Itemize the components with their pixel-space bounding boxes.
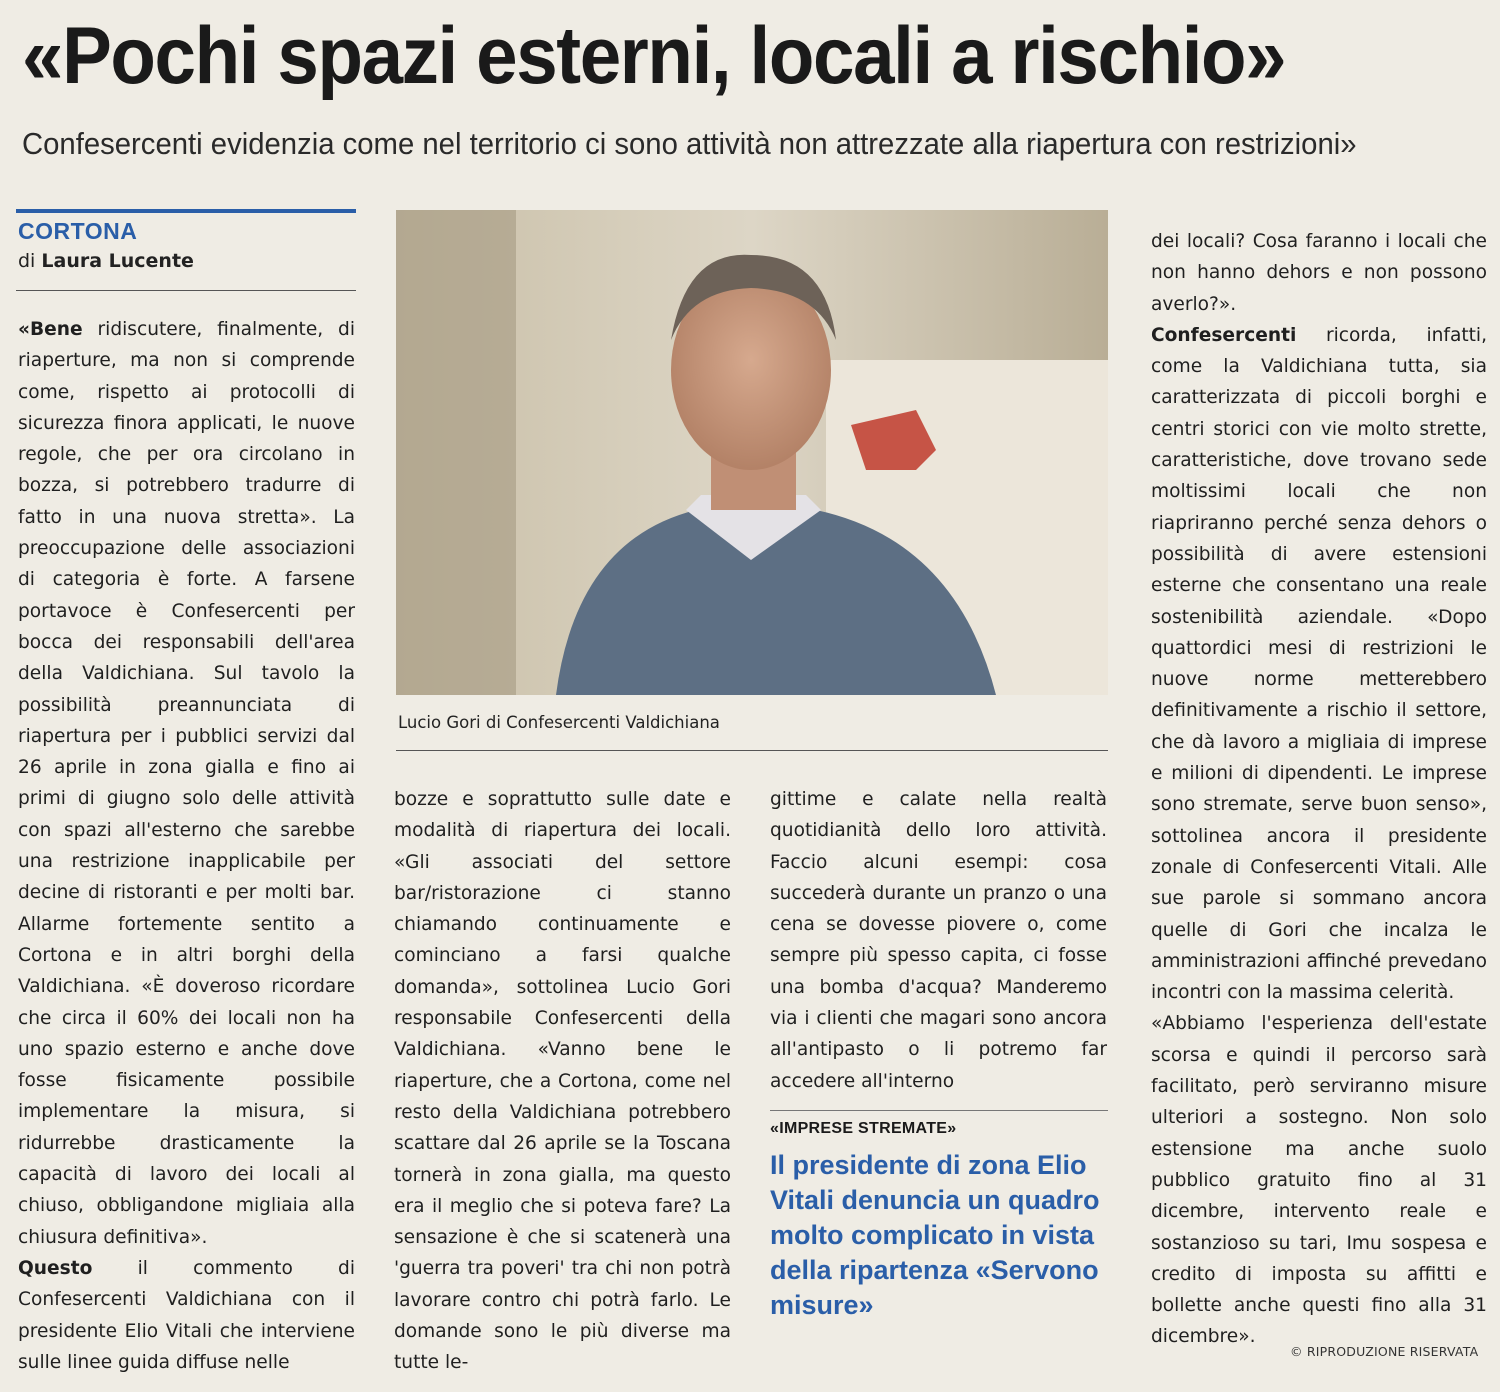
section-label: CORTONA <box>18 218 138 244</box>
byline-prefix: di <box>18 250 36 272</box>
article-column-3 <box>770 784 1107 1097</box>
subheadline: Confesercenti evidenzia come nel territorio ci sono attività non attrezzate alla riapertura con restrizioni» <box>22 127 1357 161</box>
caption-rule <box>396 750 1108 751</box>
byline-rule <box>16 290 356 291</box>
article-column-1 <box>18 314 355 1378</box>
paragraph: gittime e calate nella realtà quotidianità dello loro attività. Faccio alcuni esempi: cosa succederà durante un pranzo o una cena se dovesse piovere o, come sempre più spesso capita, ci fosse una bomba d'acqua? Manderemo via i clienti che magari sono ancora all'antipasto o li potremo far accedere all'interno <box>770 789 1107 1092</box>
lead-word: «Bene <box>18 319 83 340</box>
paragraph-text: ridiscutere, finalmente, di riaperture, ma non si comprende come, rispetto ai protocolli di sicurezza finora applicati, le nuove regole, che per ora circolano in bozza, si potrebbero tradurre di fatto in una nuova stretta». La preoccupazione delle associazioni di categoria è forte. A farsene portavoce è Confesercenti per bocca dei responsabili dell'area della Valdichiana. Sul tavolo la possibilità preannunciata di riapertura per i pubblici servizi dal 26 aprile in zona gialla e fino ai primi di giugno solo delle attività con spazi all'esterno che sarebbe una restrizione inapplicabile per decine di ristoranti e per molti bar. Allarme fortemente sentito a Cortona e in altri borghi della Valdichiana. «È doveroso ricordare che circa il 60% dei locali non ha uno spazio esterno e anche dove fosse fisicamente possibile implementare la misura, si ridurrebbe drasticamente la capacità di lavoro dei locali al chiuso, obbligandone migliaia alla chiusura definitiva». <box>18 319 355 1248</box>
headline: «Pochi spazi esterni, locali a rischio» <box>22 11 1286 101</box>
lead-word: Questo <box>18 1257 93 1279</box>
sidebar-rule <box>770 1110 1108 1111</box>
photo-illustration <box>396 210 1108 695</box>
paragraph <box>1151 320 1487 1009</box>
byline-author: Laura Lucente <box>41 250 194 272</box>
sidebar-kicker: «IMPRESE STREMATE» <box>770 1120 957 1137</box>
photo-caption: Lucio Gori di Confesercenti Valdichiana <box>398 713 720 732</box>
paragraph <box>18 314 355 1253</box>
paragraph <box>18 1253 355 1378</box>
copyright-notice: © RIPRODUZIONE RISERVATA <box>1290 1344 1479 1359</box>
article-photo <box>396 210 1108 695</box>
lead-word: Confesercenti <box>1151 324 1297 346</box>
paragraph: dei locali? Cosa faranno i locali che non hanno dehors e non possono averlo?». <box>1151 231 1487 315</box>
article-column-2 <box>394 784 731 1379</box>
pull-quote: Il presidente di zona Elio Vitali denuncia un quadro molto complicato in vista della ripartenza «Servono misure» <box>770 1150 1100 1320</box>
article-column-4 <box>1151 226 1487 1353</box>
byline <box>18 250 194 272</box>
section-rule <box>16 209 356 213</box>
paragraph-text: il commento di Confesercenti Valdichiana con il presidente Elio Vitali che interviene sulle linee guida diffuse nelle <box>18 1257 355 1373</box>
paragraph: «Abbiamo l'esperienza dell'estate scorsa e quindi il percorso sarà facilitato, però serviranno misure ulteriori a sostegno. Non solo estensione ma anche suolo pubblico gratuito fino al 31 dicembre, intervento reale e sostanzioso su tari, Imu sospesa e credito di imposta su affitti e bollette anche questi fino alla 31 dicembre». <box>1151 1013 1487 1348</box>
paragraph: bozze e soprattutto sulle date e modalità di riapertura dei locali. «Gli associati del settore bar/ristorazione ci stanno chiamando continuamente e cominciano a farsi qualche domanda», sottolinea Lucio Gori responsabile Confesercenti della Valdichiana. «Vanno bene le riaperture, che a Cortona, come nel resto della Valdichiana potrebbero scattare dal 26 aprile se la Toscana tornerà in zona gialla, ma questo era il meglio che si poteva fare? La sensazione è che si scatenerà una 'guerra tra poveri' tra chi non potrà lavorare contro chi potrà farlo. Le domande sono le più diverse ma tutte le- <box>394 789 731 1374</box>
paragraph-text: ricorda, infatti, come la Valdichiana tutta, sia caratterizzata di piccoli borghi e centri storici con vie molto strette, caratteristiche, dove trovano sede moltissimi locali che non riapriranno perché senza dehors o possibilità di avere estensioni esterne che consentano una reale sostenibilità aziendale. «Dopo quattordici mesi di restrizioni le nuove norme metterebbero definitivamente a rischio il settore, che dà lavoro a migliaia di imprese e milioni di dipendenti. Le imprese sono stremate, serve buon senso», sottolinea ancora il presidente zonale di Confesercenti Vitali. Alle sue parole si sommano ancora quelle di Gori che incalza le amministrazioni affinché prevedano incontri con la massima celerità. <box>1151 324 1487 1004</box>
